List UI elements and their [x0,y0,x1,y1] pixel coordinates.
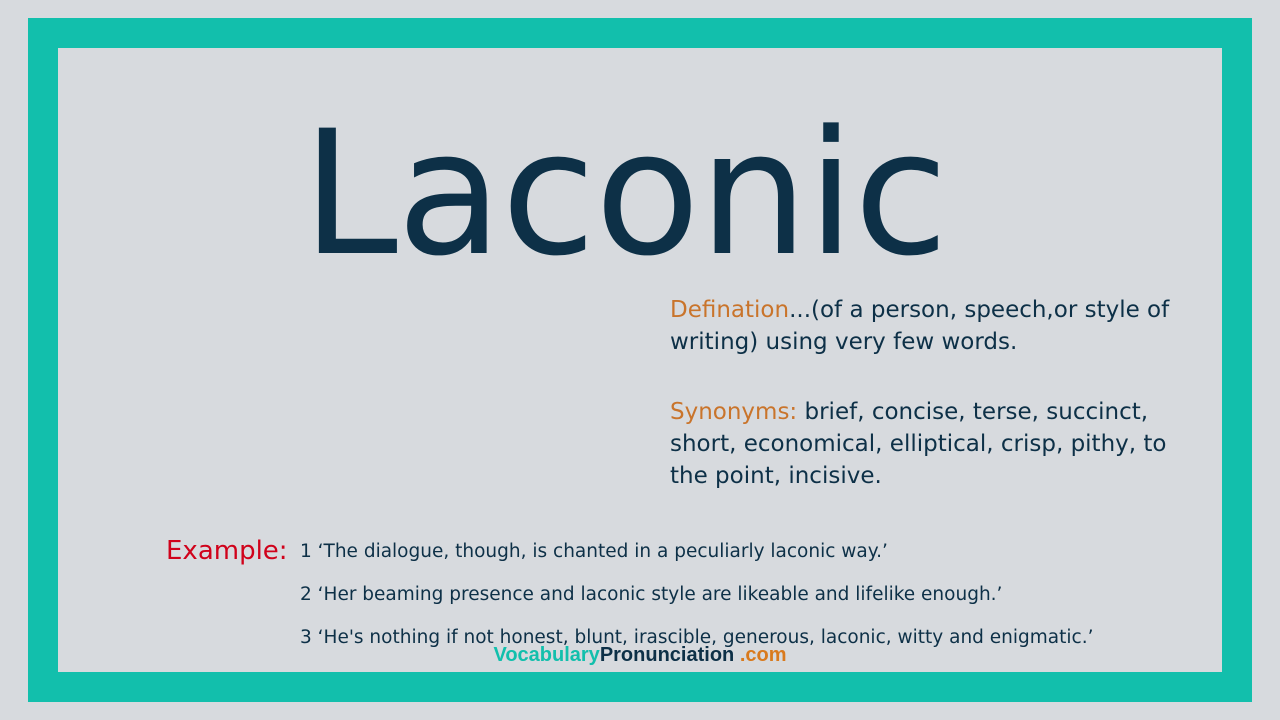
example-item: 1 ‘The dialogue, though, is chanted in a peculiarly laconic way.’ [300,541,888,562]
definition-text: ...(of a person, speech,or style of writing) using very few words. [670,297,1170,355]
synonyms-text: brief, concise, terse, succinct, short, economical, elliptical, crisp, pithy, to the point, incisive. [670,399,1167,489]
logo-pronunciation: Pronunciation [599,644,735,666]
logo-domain: .com [734,644,787,666]
synonyms-label: Synonyms: [670,399,798,425]
site-logo [58,643,1222,667]
example-item: 3 ‘He's nothing if not honest, blunt, irascible, generous, laconic, witty and enigmatic.’ [300,627,1094,648]
synonyms-block [670,396,1190,492]
vocabulary-word: Laconic [302,93,948,294]
definition-block [670,294,1190,358]
example-item: 2 ‘Her beaming presence and laconic style are likeable and lifelike enough.’ [300,584,1003,605]
frame-border [28,18,1252,702]
definition-label: Defination [670,297,790,323]
logo-vocabulary: Vocabulary [493,644,600,666]
example-label: Example: [166,536,288,566]
